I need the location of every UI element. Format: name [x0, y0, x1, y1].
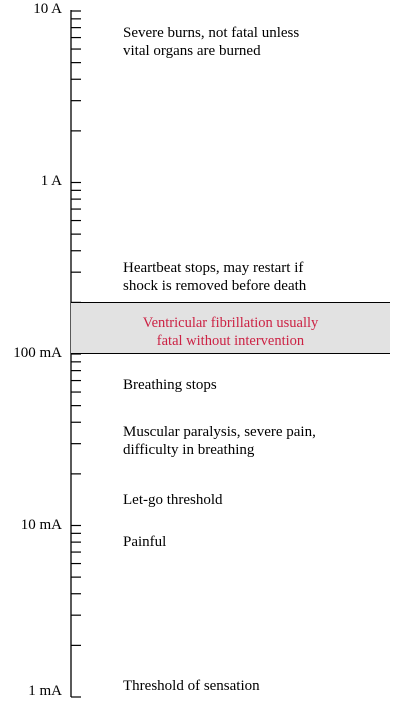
axis-label-1a: 1 A: [40, 173, 62, 189]
ventricular-fibrillation-label: Ventricular fibrillation usually fatal without intervention: [142, 315, 319, 349]
axis-label-1ma: 1 mA: [28, 683, 62, 699]
scale-ticks: [71, 11, 81, 697]
effect-painful: Painful: [123, 534, 167, 550]
effect-breathing-stops: Breathing stops: [123, 377, 217, 393]
effect-severe-burns: Severe burns, not fatal unless vital organs are burned: [123, 25, 300, 59]
axis-label-10a: 10 A: [33, 1, 62, 17]
effect-muscular-paralysis: Muscular paralysis, severe pain, difficulty in breathing: [123, 424, 316, 458]
axis-label-100ma: 100 mA: [13, 345, 62, 361]
effect-let-go-threshold: Let-go threshold: [123, 492, 223, 508]
ventricular-fibrillation-band: [71, 302, 390, 354]
axis-label-10ma: 10 mA: [20, 517, 62, 533]
effect-threshold-of-sensation: Threshold of sensation: [123, 678, 260, 694]
effect-heartbeat-stops: Heartbeat stops, may restart if shock is removed before death: [123, 260, 307, 294]
